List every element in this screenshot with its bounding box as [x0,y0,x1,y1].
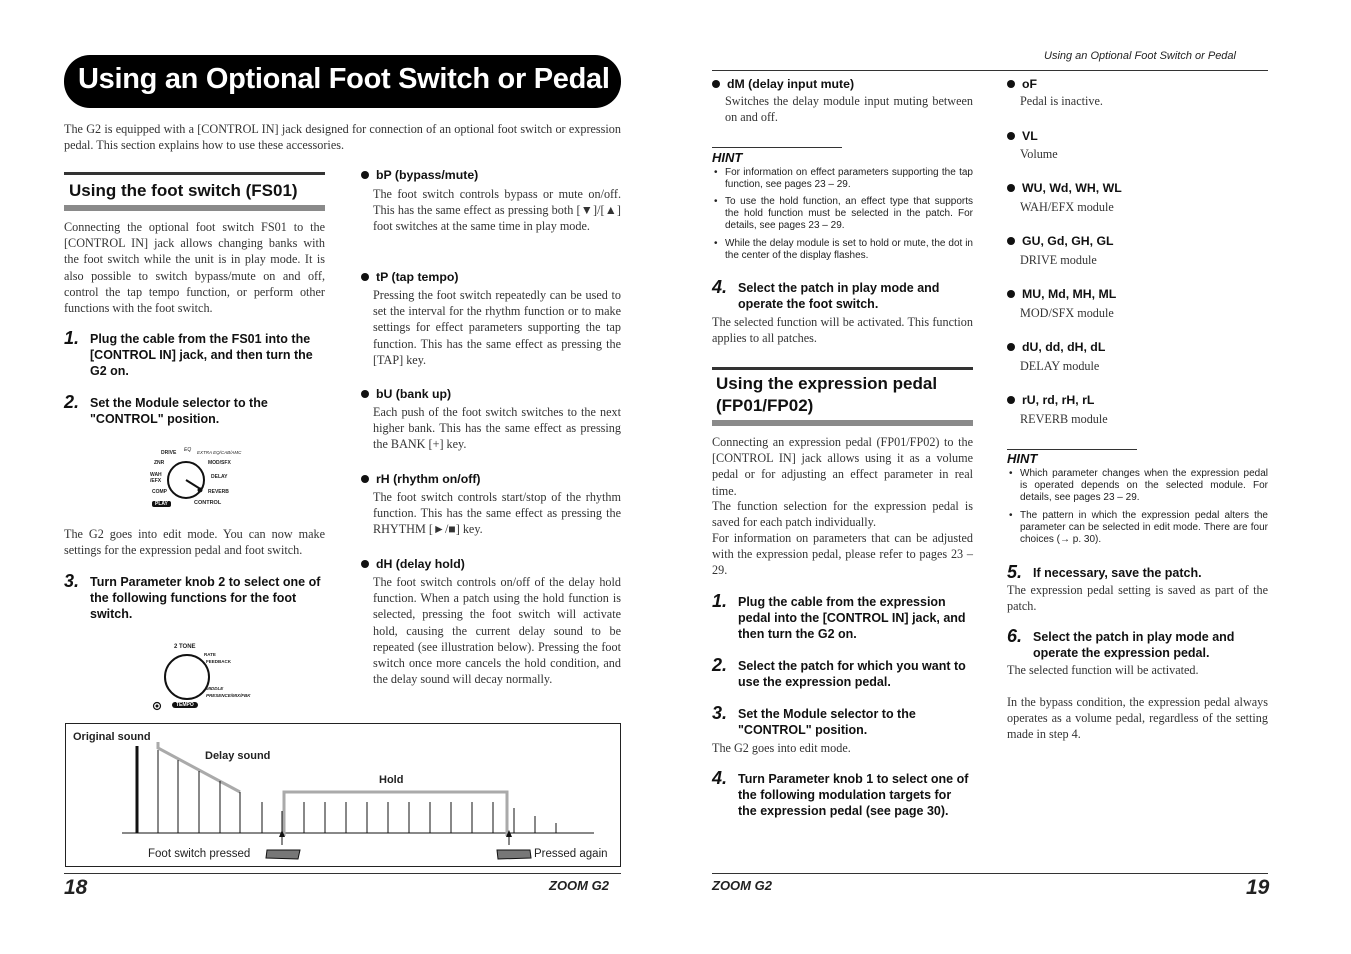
original-sound-label: Original sound [73,731,151,743]
page-number-right: 19 [1246,876,1270,899]
foot-switch-description: Connecting the optional foot switch FS01 to the [CONTROL IN] jack allows changing banks with the foot switch while the unit is in play mode. It is also possible to switch bypass/mute on and off, control the tap tempo function, or perform other functions with the foot switch. [64,220,325,316]
page-banner-title: Using an Optional Foot Switch or Pedal [64,55,621,108]
hint-heading: HINT [1007,451,1038,466]
knob-label: PRESENCE/MIX/FBK [206,693,251,698]
function-tap-text: Pressing the foot switch repeatedly can be used to set the interval for the rhythm function or to make settings for effect parameters supporting the tap function. This has the same effect as pressing the [TAP] key. [373,288,621,367]
section-rule-bottom [64,205,325,211]
bullet-icon [361,390,369,398]
target-title: dU, dd, dH, dL [1007,340,1105,354]
target-text: Volume [1020,147,1058,161]
function-hold-text: The foot switch controls on/off of the delay hold function. When a patch using the hold function is selected, pressing the foot switch will activate hold, causing the current delay sound to be repeated (see illustration below). Pressing the foot switch once more cancels the hold condition, and the delay sound will decay normally. [373,575,621,687]
selector-label: EXTRA EQ/CAB/AMC [197,450,242,455]
function-tap-title: tP (tap tempo) [361,270,458,284]
step-number: 1. [64,328,80,348]
bullet-icon [1007,343,1015,351]
bullet-icon [1007,132,1015,140]
header-rule [712,70,1268,71]
expression-section-title: Using the expression pedal [716,374,938,393]
bullet-icon [361,171,369,179]
section-rule-bottom [712,420,973,426]
bullet-icon [361,560,369,568]
bullet-icon [361,475,369,483]
edit-mode-text: The G2 goes into edit mode. [712,741,851,755]
target-title: MU, Md, MH, ML [1007,287,1116,301]
bullet-icon [1007,396,1015,404]
hint-rule [712,147,842,148]
parameter-knob-illustration [150,642,251,712]
target-text: DELAY module [1020,359,1100,373]
selector-label: PLAY [152,501,171,507]
hint-item: • For information on effect parameters supporting the tap function, see pages 23 – 29. [714,167,973,191]
knob-label: RATE [204,652,216,657]
selector-label: CONTROL [194,500,222,506]
foot-switch-pressed-label: Foot switch pressed [148,848,251,860]
bullet-icon [1007,184,1015,192]
edit-mode-text: The G2 goes into edit mode. You can now make settings for the expression pedal and foot switch. [64,527,325,558]
function-rhythm-text: The foot switch controls start/stop of the rhythm function. This has the same effect as pressing the RHYTHM [►/■] key. [373,490,621,537]
function-rhythm-title: rH (rhythm on/off) [361,472,481,486]
step-text: If necessary, save the patch. [1033,566,1202,580]
step-result-text: The selected function will be activated. [1007,663,1199,677]
brand-footer-right: ZOOM G2 [712,878,772,893]
target-text: DRIVE module [1020,253,1097,267]
delay-hold-diagram [65,723,621,867]
hold-label: Hold [379,774,404,786]
brand-footer-left: ZOOM G2 [549,878,609,893]
function-bypass-text: The foot switch controls bypass or mute on/off. This has the same effect as pressing both [▼]/[▲] foot switches at the same time in play mode. [373,187,621,234]
target-title: GU, Gd, GH, GL [1007,234,1114,248]
target-text: WAH/EFX module [1020,200,1114,214]
parameter-knob-icon [150,642,245,712]
bullet-icon [1007,237,1015,245]
target-title: rU, rd, rH, rL [1007,393,1094,407]
step-number: 3. [712,703,728,723]
selector-label: WAH [150,472,162,478]
pressed-again-label: Pressed again [534,848,608,860]
target-text: REVERB module [1020,412,1108,426]
selector-label: /EFX [150,478,162,484]
bullet-icon [1007,290,1015,298]
hint-item: • Which parameter changes when the expression pedal is operated depends on the selected module. For details, see pages 23 – 29. [1009,468,1268,504]
selector-label: DELAY [211,474,228,480]
hint-rule [1007,449,1137,450]
selector-label: COMP [152,489,167,495]
footer-rule [712,873,1268,874]
selector-label: REVERB [208,489,229,495]
step-result-text: The selected function will be activated. This function applies to all patches. [712,315,973,346]
function-hold-title: dH (delay hold) [361,557,465,571]
target-text: MOD/SFX module [1020,306,1114,320]
bypass-note: In the bypass condition, the expression pedal always operates as a volume pedal, regardless of the setting made in step 4. [1007,695,1268,742]
step-text: Turn Parameter knob 2 to select one of the following functions for the foot switch. [90,575,321,621]
step-number: 4. [712,277,728,297]
bullet-icon [712,80,720,88]
function-delay-mute-text: Switches the delay module input muting between on and off. [725,94,973,125]
function-bank-text: Each push of the foot switch switches to the next higher bank. This has the same effect as pressing the BANK [+] key. [373,405,621,452]
foot-switch-section-title: Using the foot switch (FS01) [69,181,298,200]
bullet-icon [1007,80,1015,88]
module-selector-illustration [148,446,248,510]
hint-item: • To use the hold function, an effect type that supports the hold function must be selected in the patch. For details, see pages 23 – 29. [714,196,973,232]
step-text: Plug the cable from the expression pedal into the [CONTROL IN] jack, and then turn the G2 on. [738,595,966,641]
step-result-text: The expression pedal setting is saved as part of the patch. [1007,583,1268,614]
step-number: 4. [712,768,728,788]
hint-heading: HINT [712,150,743,165]
step-text: Set the Module selector to the "CONTROL" position. [738,707,916,737]
function-bypass-title: bP (bypass/mute) [361,168,478,182]
knob-label: 2 TONE [174,644,196,650]
expression-description: Connecting an expression pedal (FP01/FP02) to the [CONTROL IN] jack allows using it as a volume pedal or for adjusting an effect parameter in real time. [712,435,973,498]
target-title: WU, Wd, WH, WL [1007,181,1122,195]
step-number: 1. [712,591,728,611]
selector-label: DRIVE [161,450,177,456]
tempo-label: TEMPO [172,702,198,708]
delay-sound-label: Delay sound [205,750,271,762]
step-number: 3. [64,571,80,591]
selector-label: ZNR [154,460,165,466]
step-text: Select the patch in play mode and operate the foot switch. [738,281,940,311]
section-rule-top [712,367,973,370]
hint-item: • The pattern in which the expression pedal alters the parameter can be selected in edit mode. There are four choices (→ p. 30). [1009,510,1268,546]
step-number: 5. [1007,562,1023,582]
step-number: 2. [64,392,80,412]
bullet-icon [361,273,369,281]
footer-rule [64,873,621,874]
step-text: Plug the cable from the FS01 into the [CONTROL IN] jack, and then turn the G2 on. [90,332,313,378]
step-number: 2. [712,655,728,675]
step-text: Select the patch in play mode and operate the expression pedal. [1033,630,1235,660]
running-header: Using an Optional Foot Switch or Pedal [1044,50,1236,62]
target-title: oF [1007,77,1037,91]
step-text: Turn Parameter knob 1 to select one of the following modulation targets for the expression pedal (see page 30). [738,772,969,818]
selector-label: MOD/SFX [208,460,231,466]
step-text: Set the Module selector to the "CONTROL" position. [90,396,268,426]
intro-paragraph: The G2 is equipped with a [CONTROL IN] jack designed for connection of an optional foot switch or expression pedal. This section explains how to use these accessories. [64,122,621,153]
section-rule-top [64,172,325,175]
hint-item: • While the delay module is set to hold or mute, the dot in the center of the display flashes. [714,238,973,262]
selector-label: EQ [184,447,192,453]
expression-description-2: The function selection for the expression pedal is saved for each patch individually. [712,499,973,530]
step-text: Select the patch for which you want to use the expression pedal. [738,659,966,689]
page-number-left: 18 [64,876,88,899]
knob-label: FEEDBACK [206,659,232,664]
function-delay-mute-title: dM (delay input mute) [712,77,854,91]
expression-description-3: For information on parameters that can be adjusted with the expression pedal, please refer to pages 23 – 29. [712,531,973,578]
expression-section-subtitle: (FP01/FP02) [716,396,814,415]
target-text: Pedal is inactive. [1020,94,1103,108]
function-bank-title: bU (bank up) [361,387,451,401]
target-title: VL [1007,129,1038,143]
step-number: 6. [1007,626,1023,646]
delay-hold-waveform [66,724,622,868]
knob-label: MIDDLE [206,686,224,691]
